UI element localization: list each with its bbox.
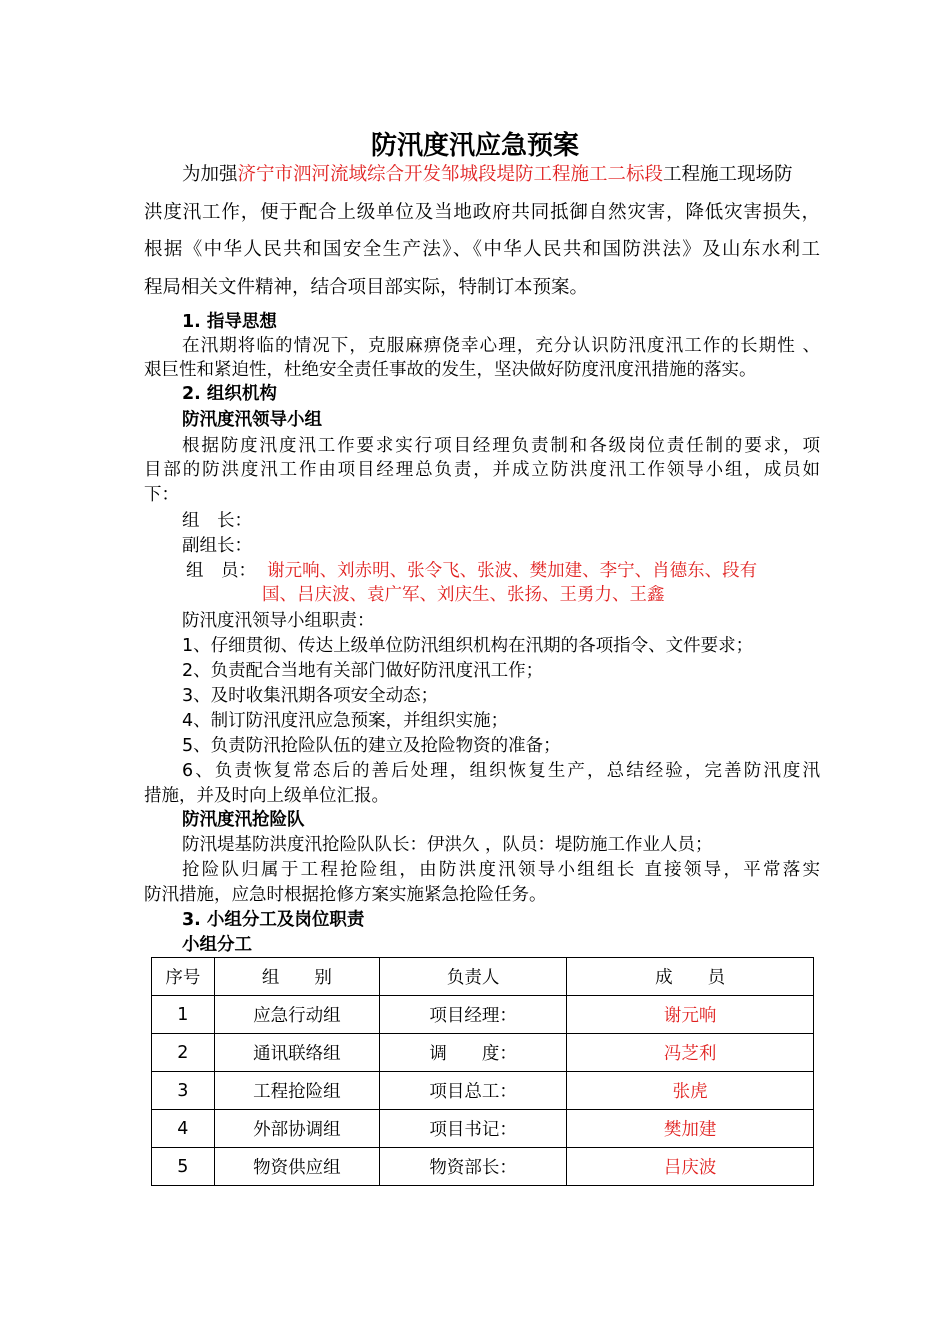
rescue-team-heading: 防汛度汛抢险队: [182, 810, 305, 830]
leader-group-heading: 防汛度汛领导小组: [182, 410, 322, 430]
cell-member: 冯芝利: [567, 1034, 814, 1072]
cell-responsible: 项目书记：: [380, 1110, 567, 1148]
intro-line-2: 洪度汛工作，便于配合上级单位及当地政府共同抵御自然灾害，降低灾害损失，: [144, 202, 820, 223]
leader-label: 组 长：: [182, 511, 252, 531]
rescue-line-3: 防汛措施，应急时根据抢修方案实施紧急抢险任务。: [144, 885, 547, 905]
intro-line-4: 程局相关文件精神，结合项目部实际，特制订本预案。: [144, 277, 589, 298]
table-row: [152, 1034, 814, 1072]
project-name: 济宁市泗河流域综合开发邹城段堤防工程施工二标段: [237, 164, 664, 185]
members-line-1: [186, 559, 757, 583]
intro-prefix: 为加强: [182, 164, 238, 185]
rescue-line-2: 抢险队归属于工程抢险组，由防洪度汛领导小组组长 直接领导，平常落实: [182, 860, 820, 880]
cell-group: 外部协调组: [214, 1110, 379, 1148]
cell-group: 物资供应组: [214, 1148, 379, 1186]
section-1-line-1: 在汛期将临的情况下，克服麻痹侥幸心理，充分认识防汛度汛工作的长期性 、: [182, 336, 820, 356]
intro-line-3: 根据《中华人民共和国安全生产法》、《中华人民共和国防洪法》及山东水利工: [144, 239, 820, 260]
header-group: 组 别: [214, 958, 379, 996]
rescue-line-1: 防汛堤基防洪度汛抢险队队长：伊洪久 ，队员：堤防施工作业人员；: [182, 835, 713, 855]
cell-member: 张虎: [567, 1072, 814, 1110]
cell-no: 2: [152, 1034, 215, 1072]
duty-1: 1、仔细贯彻、传达上级单位防汛组织机构在汛期的各项指令、文件要求；: [182, 636, 754, 656]
duty-5: 5、负责防汛抢险队伍的建立及抢险物资的准备；: [182, 736, 561, 756]
section-2-para-line-1: 根据防度汛度汛工作要求实行项目经理负责制和各级岗位责任制的要求，项: [182, 436, 820, 456]
members-line-2: 国、吕庆波、袁广军、刘庆生、张扬、王勇力、王鑫: [262, 585, 665, 605]
members-label: 组 员：: [186, 561, 256, 581]
cell-responsible: 调 度：: [380, 1034, 567, 1072]
cell-responsible: 项目总工：: [380, 1072, 567, 1110]
section-3-heading: 3. 小组分工及岗位职责: [182, 910, 365, 930]
section-2-para-line-2: 目部的防洪度汛工作由项目经理总负责，并成立防洪度汛工作领导小组，成员如: [144, 460, 820, 480]
cell-no: 5: [152, 1148, 215, 1186]
section-2-heading: 2. 组织机构: [182, 384, 277, 404]
cell-group: 通讯联络组: [214, 1034, 379, 1072]
duty-4: 4、制订防汛度汛应急预案，并组织实施；: [182, 711, 509, 731]
cell-member: 樊加建: [567, 1110, 814, 1148]
group-division-table: [151, 957, 814, 1186]
section-2-para-line-3: 下：: [144, 485, 179, 505]
duties-heading: 防汛度汛领导小组职责：: [182, 611, 375, 631]
header-no: 序号: [152, 958, 215, 996]
table-header-row: [152, 958, 814, 996]
duty-3: 3、及时收集汛期各项安全动态；: [182, 686, 439, 706]
group-division-heading: 小组分工: [182, 935, 252, 955]
duty-2: 2、负责配合当地有关部门做好防汛度汛工作；: [182, 661, 544, 681]
header-members: 成 员: [567, 958, 814, 996]
document-title: 防汛度汛应急预案: [370, 131, 579, 161]
cell-member: 谢元响: [567, 996, 814, 1034]
cell-no: 4: [152, 1110, 215, 1148]
cell-no: 1: [152, 996, 215, 1034]
table-row: [152, 1072, 814, 1110]
cell-no: 3: [152, 1072, 215, 1110]
duty-6-line-1: 6、负责恢复常态后的善后处理，组织恢复生产，总结经验，完善防汛度汛: [182, 761, 820, 781]
cell-responsible: 物资部长：: [380, 1148, 567, 1186]
cell-member: 吕庆波: [567, 1148, 814, 1186]
intro-suffix: 工程施工现场防: [663, 164, 793, 185]
duty-6-line-2: 措施，并及时向上级单位汇报。: [144, 786, 389, 806]
cell-responsible: 项目经理：: [380, 996, 567, 1034]
header-responsible: 负责人: [380, 958, 567, 996]
table-row: [152, 1148, 814, 1186]
table-row: [152, 1110, 814, 1148]
section-1-line-2: 艰巨性和紧迫性，杜绝安全责任事故的发生，坚决做好防度汛度汛措施的落实。: [144, 360, 757, 380]
table-row: [152, 996, 814, 1034]
members-names-1: 谢元响、刘赤明、张令飞、张波、樊加建、李宁、肖德东、段有: [267, 561, 758, 581]
cell-group: 应急行动组: [214, 996, 379, 1034]
deputy-label: 副组长：: [182, 536, 252, 556]
cell-group: 工程抢险组: [214, 1072, 379, 1110]
intro-line-1: [182, 161, 793, 189]
section-1-heading: 1. 指导思想: [182, 312, 277, 332]
